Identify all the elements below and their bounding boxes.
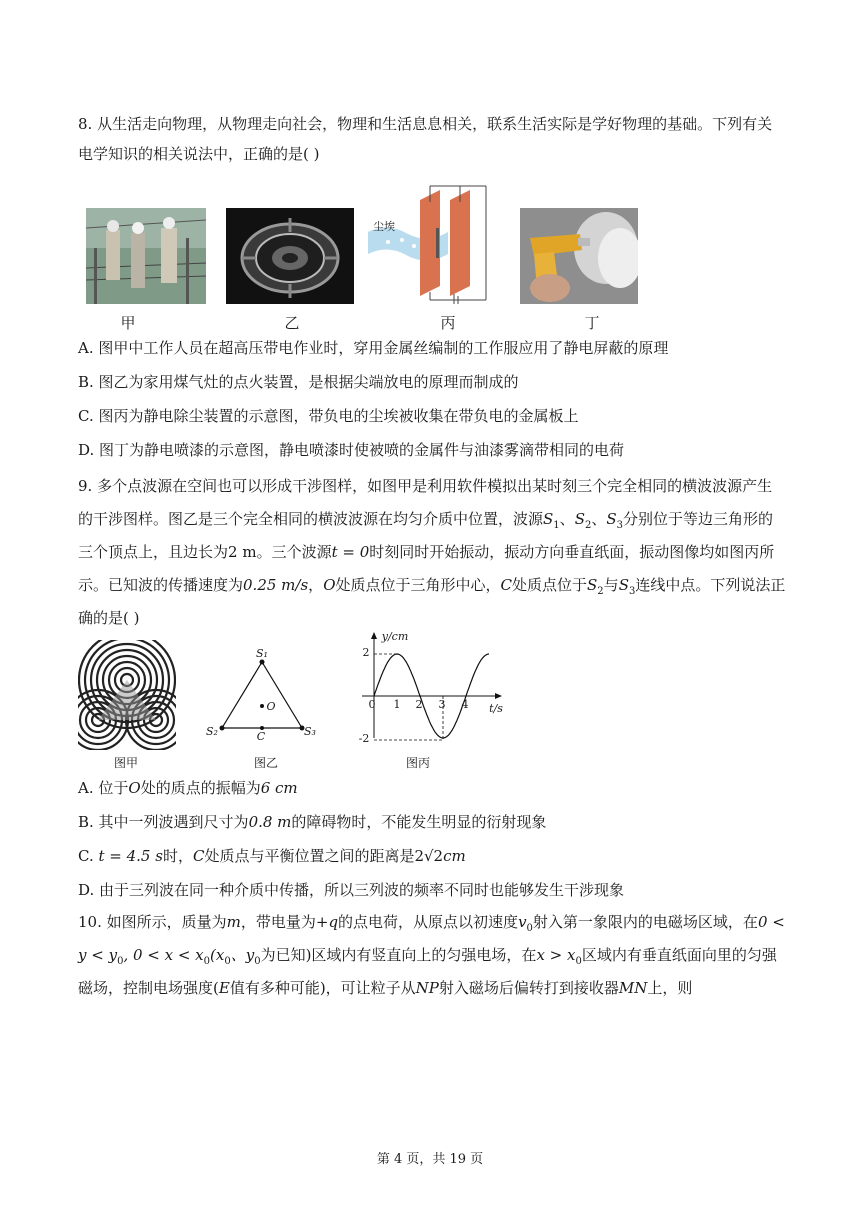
q8-option-a: A. 图甲中工作人员在超高压带电作业时，穿用金属丝编制的工作服应用了静电屏蔽的原理 [78, 339, 669, 357]
spray-painting-photo [520, 208, 638, 304]
q9-line5: 确的是( ) [78, 609, 140, 627]
fig-caption-jia: 图甲 [113, 756, 138, 770]
graph-xlabel: t/s [489, 702, 503, 715]
q8-option-d: D. 图丁为静电喷漆的示意图，静电喷漆时使被喷的金属件与油漆雾滴带相同的电荷 [78, 441, 625, 459]
q8-option-b: B. 图乙为家用煤气灶的点火装置，是根据尖端放电的原理而制成的 [78, 373, 519, 391]
q9-option-a: A. 位于O处的质点的振幅为6 cm [78, 779, 298, 797]
graph-xtick-2: 2 [415, 698, 423, 711]
caption-yi: 乙 [284, 314, 300, 332]
q9-line2: 的干涉图样。图乙是三个完全相同的横波波源在均匀介质中位置，波源$S_1$、$S_2$、$S_3$分别位于等边三角形的 [78, 510, 774, 531]
q8-stem-line1: 8. 从生活走向物理，从物理走向社会，物理和生活息息相关，联系生活实际是学好物理的基础。下列有关 [78, 115, 773, 133]
dust-precipitator-diagram [368, 182, 498, 304]
graph-xtick-3: 3 [438, 698, 446, 711]
q9-line1: 9. 多个点波源在空间也可以形成干涉图样，如图甲是利用软件模拟出某时刻三个完全相同的横波波源产生 [78, 477, 773, 495]
label-s3: S₃ [304, 725, 316, 738]
dust-label: 尘埃 [373, 220, 395, 233]
q9-line4: 示。已知波的传播速度为0.25 m/s，O处质点位于三角形中心，C处质点位于$S_2$与$S_3$连线中点。下列说法正 [78, 576, 786, 597]
graph-ytick-2: 2 [362, 646, 370, 659]
q10-line3: 磁场，控制电场强度(E值有多种可能)，可让粒子从NP射入磁场后偏转打到接收器MN上，则 [78, 979, 693, 997]
label-s2: S₂ [206, 725, 218, 738]
source-s2-dot [220, 726, 225, 731]
caption-bing: 丙 [440, 314, 456, 332]
caption-ding: 丁 [584, 314, 600, 332]
q10-line2: $y < y_0$, $0 < x < x_0(x_0$、$y_0$为已知)区域内有竖直向上的匀强电场，在$x > x_0$区域内有垂直纸面向里的匀强 [78, 946, 777, 967]
source-s1-dot [260, 660, 265, 665]
label-s1: S₁ [256, 647, 268, 660]
q9-option-b: B. 其中一列波遇到尺寸为0.8 m的障碍物时，不能发生明显的衍射现象 [78, 813, 547, 831]
page-footer: 第 4 页，共 19 页 [376, 1152, 484, 1167]
caption-jia: 甲 [120, 314, 136, 332]
q10-line1: 10. 如图所示，质量为m，带电量为+q的点电荷，从原点以初速度$v_0$射入第一象限内的电磁场区域，在0 < [78, 913, 785, 934]
interference-pattern [78, 640, 176, 750]
q8-stem-line2: 电学知识的相关说法中，正确的是( ) [78, 145, 320, 163]
q9-option-d: D. 由于三列波在同一种介质中传播，所以三列波的频率不同时也能够发生干涉现象 [78, 881, 625, 899]
graph-xtick-4: 4 [461, 698, 469, 711]
label-c: C [256, 730, 266, 743]
vibration-graph [348, 628, 508, 754]
q9-option-c: C. t = 4.5 s时，C处质点与平衡位置之间的距离是2√2cm [78, 847, 466, 865]
fig-caption-bing: 图丙 [405, 756, 430, 770]
center-o-dot [260, 704, 264, 708]
q9-line3: 三个顶点上，且边长为2 m。三个波源t = 0时刻同时开始振动，振动方向垂直纸面，振动图像均如图丙所 [78, 543, 775, 561]
graph-origin: 0 [368, 698, 376, 711]
fig-caption-yi: 图乙 [253, 756, 278, 770]
graph-xtick-1: 1 [393, 698, 401, 711]
q8-option-c: C. 图丙为静电除尘装置的示意图，带负电的尘埃被收集在带负电的金属板上 [78, 407, 579, 425]
graph-ytick-neg2: -2 [358, 732, 370, 745]
workers-photo [86, 208, 206, 304]
gas-stove-photo [226, 208, 354, 304]
label-o: O [266, 700, 276, 713]
graph-ylabel: y/cm [381, 630, 409, 643]
